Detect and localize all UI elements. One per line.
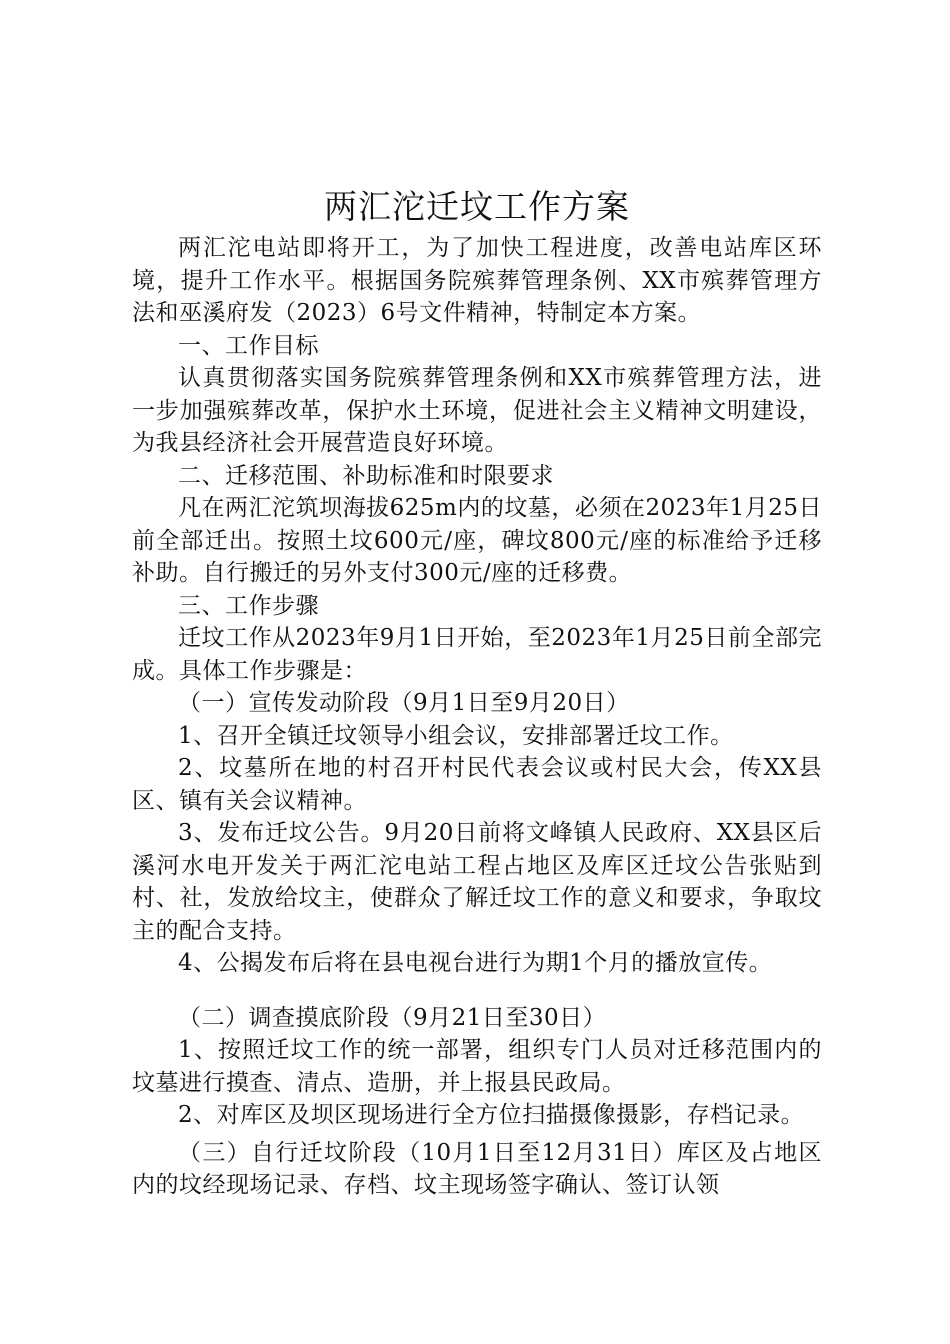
phase-heading-survey: （二）调查摸底阶段（9月21日至30日）	[178, 1004, 607, 1031]
document-body	[132, 232, 822, 1202]
publicity-item-3: 3、发布迁坟公告。9月20日前将文峰镇人民政府、XX县区后溪河水电开发关于两汇沱电站工程占地区及库区迁坟公告张贴到村、社，发放给坟主，使群众了解迁坟工作的意义和要求，争取坟主的配合支持。	[132, 820, 822, 944]
section-heading-steps: 三、工作步骤	[178, 592, 319, 619]
document-title: 两汇沱迁坟工作方案	[324, 187, 630, 226]
scope-paragraph: 凡在两汇沱筑坝海拔625m内的坟墓，必须在2023年1月25日前全部迁出。按照土坟600元/座，碑坟800元/座的标准给予迁移补助。自行搬迁的另外支付300元/座的迁移费。	[132, 495, 822, 586]
survey-item-2: 2、对库区及坝区现场进行全方位扫描摄像摄影，存档记录。	[178, 1102, 805, 1128]
section-heading-goal: 一、工作目标	[178, 332, 319, 359]
section-heading-scope: 二、迁移范围、补助标准和时限要求	[178, 462, 554, 489]
paragraph-gap	[132, 980, 822, 1002]
publicity-item-2: 2、坟墓所在地的村召开村民代表会议或村民大会，传XX县区、镇有关会议精神。	[132, 755, 822, 814]
survey-item-1: 1、按照迁坟工作的统一部署，组织专门人员对迁移范围内的坟墓进行摸查、清点、造册，并上报县民政局。	[132, 1037, 822, 1096]
steps-paragraph: 迁坟工作从2023年9月1日开始，至2023年1月25日前全部完成。具体工作步骤是：	[132, 625, 822, 684]
phase-heading-relocation: （三）自行迁坟阶段（10月1日至12月31日）库区及占地区内的坟经现场记录、存档、坟主现场签字确认、签订认领	[132, 1139, 822, 1198]
publicity-item-4: 4、公揭发布后将在县电视台进行为期1个月的播放宣传。	[178, 950, 773, 976]
intro-paragraph: 两汇沱电站即将开工，为了加快工程进度，改善电站库区环境，提升工作水平。根据国务院殡葬管理条例、XX市殡葬管理方法和巫溪府发（2023）6号文件精神，特制定本方案。	[132, 235, 822, 326]
publicity-item-1: 1、召开全镇迁坟领导小组会议，安排部署迁坟工作。	[178, 722, 734, 749]
phase-heading-publicity: （一）宣传发动阶段（9月1日至9月20日）	[178, 690, 630, 716]
goal-paragraph: 认真贯彻落实国务院殡葬管理条例和XX市殡葬管理方法，进一步加强殡葬改革，保护水土环境，促进社会主义精神文明建设，为我县经济社会开展营造良好环境。	[132, 365, 822, 456]
